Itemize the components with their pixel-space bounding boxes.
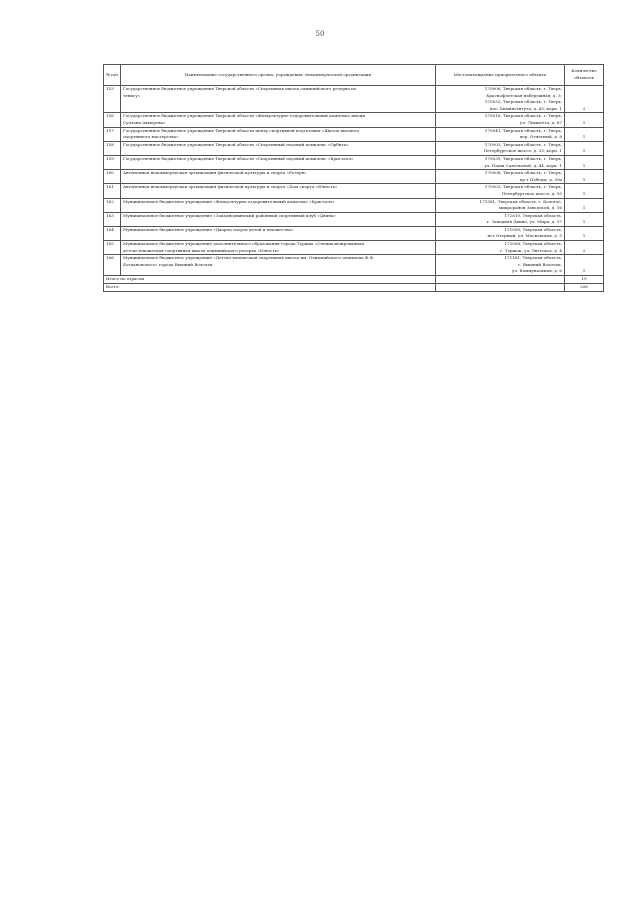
organization-name-line: Государственное бюджетное учреждение Тверской области «Спортивная школа олимпийского резерва по — [123, 86, 357, 91]
row-number: 157 — [104, 127, 121, 141]
object-count: 1 — [565, 155, 604, 169]
address-line: пер. Отчетный, д. 8 — [519, 134, 562, 140]
organization-name — [121, 241, 436, 255]
page-number: 50 — [315, 30, 325, 38]
table-row — [104, 255, 604, 276]
object-count: 1 — [565, 127, 604, 141]
organization-name-line: детско-юношеская спортивная школа олимпийского резерва «Юность» — [123, 247, 280, 253]
object-address — [436, 113, 565, 127]
footer-empty-cell — [436, 276, 565, 284]
footer-count: 206 — [565, 284, 604, 292]
address-line: пгт Озерный, ул. Московская, д. 9 — [487, 233, 562, 239]
address-line: ул. Коммунальная, д. 6 — [511, 268, 562, 274]
object-address — [436, 141, 565, 155]
organization-name — [121, 141, 436, 155]
object-address — [436, 198, 565, 212]
priority-objects-table — [103, 64, 604, 292]
header-number: № п/п — [104, 65, 121, 86]
organization-name-line: Муниципальное бюджетное учреждение «Западнодвинский районный спортивный клуб «Двина» — [123, 212, 336, 218]
object-address — [436, 170, 565, 184]
address-line: г. Торжок, ул. Энгельса, д. 4 — [500, 247, 562, 253]
object-count: 1 — [565, 212, 604, 226]
object-count: 1 — [565, 226, 604, 240]
object-count: 1 — [565, 198, 604, 212]
object-address — [436, 212, 565, 226]
object-count: 2 — [565, 86, 604, 113]
row-number: 159 — [104, 155, 121, 169]
organization-name-line: Государственное бюджетное учреждение Тверской области «Физкультурно-оздоровительный комплекс имени — [123, 113, 366, 119]
table-row — [104, 141, 604, 155]
address-line: ул. Лукштета, д. 87 — [519, 119, 562, 125]
address-line: микрорайон Заводской, д. 16 — [498, 205, 562, 211]
object-address — [436, 86, 565, 113]
organization-name-line: Муниципальное бюджетное учреждение дополнительного образования города Торжка «Специализированная — [123, 241, 364, 247]
address-line: 170003, Тверская область, г. Тверь, — [484, 184, 562, 190]
address-line: г. Западная Двина, ул. Мира, д. 37 — [486, 219, 562, 225]
organization-name-line: Автономная некоммерческая организация физической культуры и спорта «Дом спорта «Юность» — [123, 184, 338, 190]
address-line: Петербургское шоссе, д. 33, корп. 1 — [483, 148, 562, 154]
table-row — [104, 127, 604, 141]
row-number: 163 — [104, 212, 121, 226]
address-line: 170008, Тверская область, г. Тверь, — [484, 170, 562, 176]
organization-name — [121, 255, 436, 276]
header-address: Местонахождение приоритетного объекта — [436, 65, 565, 86]
organization-name-line: Султана Ахмерова» — [123, 119, 166, 125]
address-line: г. Вышний Волочек, — [518, 261, 562, 267]
table-header-row — [104, 65, 604, 86]
organization-name — [121, 226, 436, 240]
object-address — [436, 226, 565, 240]
organization-name — [121, 184, 436, 198]
header-name: Наименование государственного органа, учреждения, некоммерческой организации — [121, 65, 436, 86]
table-row — [104, 241, 604, 255]
organization-name — [121, 155, 436, 169]
address-line: 170032, Тверская область, г. Тверь, — [484, 99, 562, 105]
object-address — [436, 184, 565, 198]
address-line: пос. Химинститута, д. 43, корп. 1 — [489, 105, 562, 111]
organization-name-line: Муниципальное бюджетное учреждение «Дворец спорта детей и юношества» — [123, 226, 294, 232]
organization-name-line: Муниципальное бюджетное учреждение «Детско-юношеская спортивная школа им. Олимпийского чемпиона Ф.Ф. — [123, 255, 375, 261]
footer-count: 19 — [565, 276, 604, 284]
table-row — [104, 184, 604, 198]
row-number: 160 — [104, 170, 121, 184]
address-line: 171090, Тверская область, — [504, 226, 562, 232]
organization-name — [121, 212, 436, 226]
organization-name — [121, 86, 436, 113]
organization-name-line: Государственное бюджетное учреждение Тверской области «Спортивный ледовый комплекс «Орбита» — [123, 141, 349, 147]
object-count: 1 — [565, 184, 604, 198]
table-row — [104, 113, 604, 127]
organization-name-line: Автономная некоммерческая организация физической культуры и спорта «Резерв» — [123, 170, 307, 176]
row-number: 153 — [104, 86, 121, 113]
address-line: 171161, Тверская область, — [504, 255, 562, 261]
address-line: пр-т Победы, д. 39а — [519, 176, 562, 182]
address-line: 170006, Тверская область, г. Тверь, — [484, 86, 562, 91]
row-number: 165 — [104, 241, 121, 255]
table-footer-row — [104, 284, 604, 292]
organization-name-line: Государственное бюджетное учреждение Тверской области центр спортивной подготовки «Школа высшего — [123, 127, 360, 133]
header-count: Количество объектов — [565, 65, 604, 86]
organization-name-line: Государственное бюджетное учреждение Тверской области «Спортивный ледовый комплекс «Кристалл» — [123, 155, 354, 161]
table-body — [104, 86, 604, 292]
row-number: 156 — [104, 113, 121, 127]
object-count: 1 — [565, 113, 604, 127]
object-address — [436, 127, 565, 141]
footer-label: Всего: — [104, 284, 436, 292]
table-row — [104, 198, 604, 212]
row-number: 161 — [104, 184, 121, 198]
table-row — [104, 86, 604, 113]
row-number: 166 — [104, 255, 121, 276]
object-count: 1 — [565, 141, 604, 155]
table-row — [104, 155, 604, 169]
object-address — [436, 241, 565, 255]
address-line: 170041, Тверская область, г. Тверь, — [484, 127, 562, 133]
organization-name — [121, 170, 436, 184]
organization-name — [121, 113, 436, 127]
table-row — [104, 170, 604, 184]
address-line: Краснофлотская набережная, д. 3; — [486, 92, 562, 98]
address-line: 170039, Тверская область, г. Тверь, — [484, 155, 562, 161]
address-line: 172610, Тверская область, — [504, 212, 562, 218]
object-count: 1 — [565, 255, 604, 276]
table-row — [104, 226, 604, 240]
organization-name-line: Богдановского» города Вышний Волочек — [123, 261, 213, 267]
row-number: 162 — [104, 198, 121, 212]
table-row — [104, 212, 604, 226]
footer-empty-cell — [436, 284, 565, 292]
organization-name-line: спортивного мастерства» — [123, 134, 179, 140]
address-line: 170003, Тверская область, г. Тверь, — [484, 141, 562, 147]
address-line: 171581, Тверская область, г. Бологое, — [479, 198, 562, 204]
footer-label: Итого по отрасли — [104, 276, 436, 284]
table-footer-row — [104, 276, 604, 284]
row-number: 164 — [104, 226, 121, 240]
organization-name — [121, 127, 436, 141]
object-count: 1 — [565, 170, 604, 184]
object-address — [436, 155, 565, 169]
address-line: Петербургское шоссе, д. 95 — [501, 190, 562, 196]
organization-name — [121, 198, 436, 212]
address-line: ул. Паши Савельевой, д. 44, корп. 1 — [484, 162, 562, 168]
address-line: 172008, Тверская область, — [504, 241, 562, 247]
organization-name-line: тенису» — [123, 92, 141, 98]
address-line: 170016, Тверская область, г. Тверь, — [484, 113, 562, 119]
object-count: 2 — [565, 241, 604, 255]
object-address — [436, 255, 565, 276]
row-number: 158 — [104, 141, 121, 155]
organization-name-line: Муниципальное бюджетное учреждение «Физкультурно-оздоровительный комплекс «Кристалл» — [123, 198, 336, 204]
